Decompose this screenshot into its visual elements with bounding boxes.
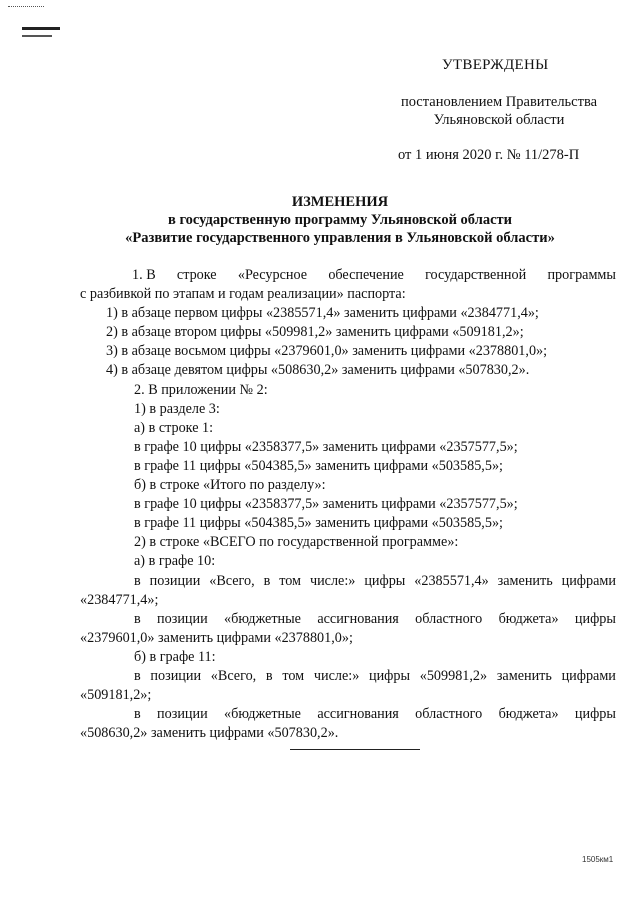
word: в	[134, 667, 141, 684]
word: «Ресурсное	[237, 267, 308, 283]
title-line: в государственную программу Ульяновской области	[167, 212, 512, 228]
word: государственной	[425, 267, 527, 283]
word: цифры	[574, 706, 616, 723]
body-line: с разбивкой по этапам и годам реализации» паспорта:	[80, 286, 406, 303]
body-line: в графе 10 цифры «2358377,5» заменить цифрами «2357577,5»;	[134, 496, 518, 513]
word: «Всего,	[209, 572, 255, 589]
body-line: б) в строке «Итого по разделу»:	[134, 477, 326, 494]
body-line: 4) в абзаце девятом цифры «508630,2» заменить цифрами «507830,2».	[106, 362, 530, 379]
word: «509981,2»	[419, 667, 488, 684]
body-line-justified	[134, 610, 616, 629]
title-line: «Развитие государственного управления в Ульяновской области»	[125, 230, 555, 246]
document-title	[60, 193, 620, 247]
word: программы	[547, 267, 616, 283]
end-separator	[290, 749, 420, 750]
word: заменить	[497, 572, 553, 589]
word: позиции	[150, 667, 202, 684]
word: числе:»	[309, 572, 356, 589]
word: ассигнования	[317, 610, 399, 627]
body-line: «508630,2» заменить цифрами «507830,2».	[80, 725, 339, 742]
body-line: а) в графе 10:	[134, 553, 216, 570]
body-line-justified	[134, 705, 616, 724]
word: цифры	[364, 572, 406, 589]
body-line: б) в графе 11:	[134, 648, 216, 665]
body-line: 1) в абзаце первом цифры «2385571,4» заменить цифрами «2384771,4»;	[106, 305, 539, 322]
word: позиции	[157, 706, 208, 723]
word: в	[265, 667, 273, 684]
body-line-justified	[134, 572, 616, 591]
approval-date: от 1 июня 2020 г. № 11/278-П	[398, 147, 580, 163]
word: строке	[176, 267, 217, 283]
word: заменить	[496, 667, 552, 684]
word: цифрами	[561, 572, 616, 589]
body-line: в графе 11 цифры «504385,5» заменить цифрами «503585,5»;	[134, 457, 503, 474]
word: областного	[415, 706, 483, 723]
body-line: «2379601,0» заменить цифрами «2378801,0»;	[80, 629, 353, 646]
word: цифрами	[561, 667, 616, 684]
approved-by-line: Ульяновской области	[433, 112, 565, 128]
approved-heading: УТВЕРЖДЕНЫ	[442, 57, 549, 73]
body-line: а) в строке 1:	[134, 419, 214, 436]
body-line: 3) в абзаце восьмом цифры «2379601,0» заменить цифрами «2378801,0»;	[106, 343, 548, 360]
body-line: «509181,2»;	[80, 687, 152, 704]
word: позиции	[157, 610, 208, 627]
word: том	[282, 667, 305, 684]
word: в	[263, 572, 271, 589]
word: бюджета»	[498, 706, 559, 723]
approved-by-line: постановлением Правительства	[400, 94, 598, 110]
footer-code: 1505км1	[582, 855, 614, 864]
scan-artifact	[22, 35, 52, 37]
scan-corner-mark	[8, 6, 44, 7]
word: цифры	[369, 667, 411, 684]
word: ассигнования	[317, 706, 399, 723]
document-body	[80, 266, 616, 743]
word: цифры	[574, 610, 616, 627]
approved-by	[380, 93, 618, 129]
body-line: в графе 10 цифры «2358377,5» заменить цифрами «2357577,5»;	[134, 438, 518, 455]
scan-artifact	[22, 27, 60, 30]
word: 1. В	[132, 267, 156, 283]
word: «бюджетные	[224, 610, 301, 627]
word: бюджета»	[498, 610, 559, 627]
word: числе:»	[313, 667, 360, 684]
body-line: 2) в строке «ВСЕГО по государственной программе»:	[134, 534, 459, 551]
word: в	[134, 610, 141, 627]
word: позиции	[149, 572, 201, 589]
word: «бюджетные	[224, 706, 301, 723]
body-line-justified	[132, 266, 616, 285]
body-line: «2384771,4»;	[80, 591, 159, 608]
word: в	[134, 572, 141, 589]
body-line: 2) в абзаце втором цифры «509981,2» заменить цифрами «509181,2»;	[106, 324, 524, 341]
title-line: ИЗМЕНЕНИЯ	[291, 194, 389, 210]
word: обеспечение	[328, 267, 404, 283]
body-line: в графе 11 цифры «504385,5» заменить цифрами «503585,5»;	[134, 515, 503, 532]
body-line-justified	[134, 667, 616, 686]
word: в	[134, 706, 141, 723]
body-line: 2. В приложении № 2:	[134, 381, 268, 398]
word: том	[279, 572, 302, 589]
word: «2385571,4»	[414, 572, 489, 589]
word: областного	[415, 610, 483, 627]
word: «Всего,	[210, 667, 257, 684]
body-line: 1) в разделе 3:	[134, 400, 220, 417]
